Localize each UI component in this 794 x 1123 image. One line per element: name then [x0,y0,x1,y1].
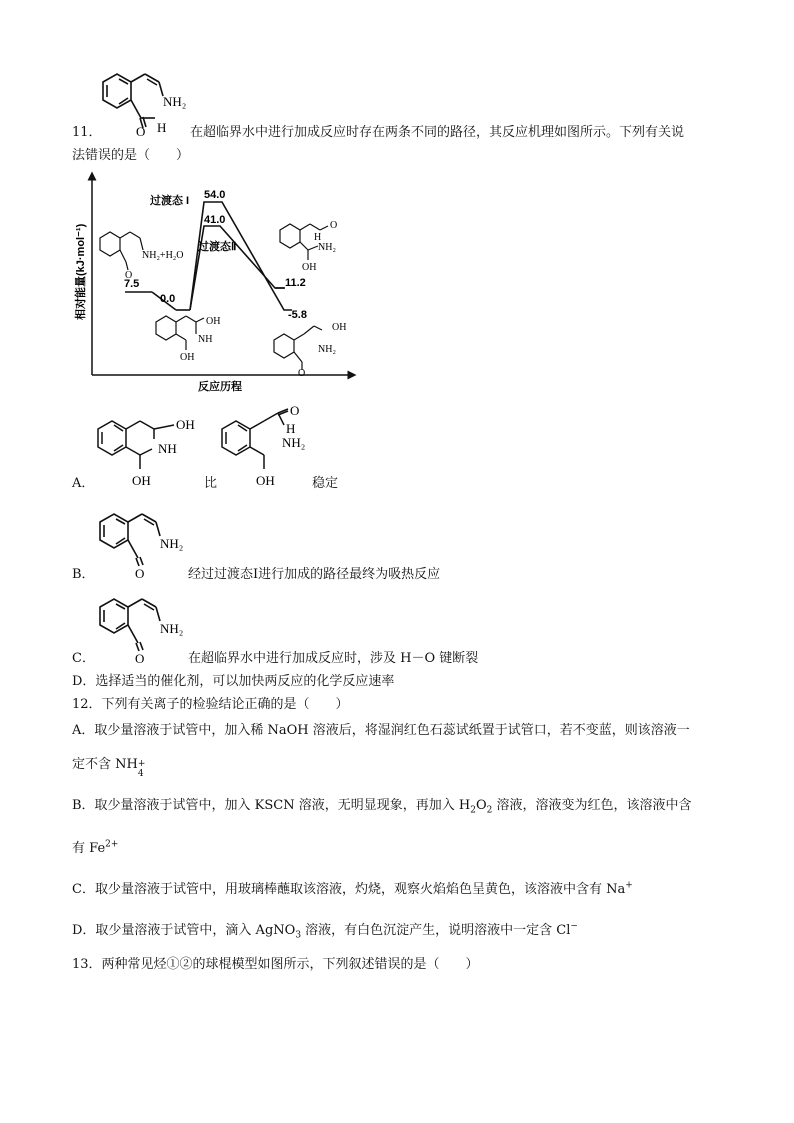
energy-54: 54.0 [204,189,226,201]
q12-B-text-1: B．取少量溶液于试管中，加入 KSCN 溶液，无明显现象，再加入 H [72,798,471,813]
optA-s2-oh: OH [256,473,275,488]
q11-stem-cont: 法错误的是（ ） [72,148,190,163]
q12-B-text-2: O [475,798,487,813]
optB-structure [92,500,202,580]
y-axis-label: 相对能量(kJ·mol⁻¹) [75,223,87,320]
q12-stem: 12．下列有关离子的检验结论正确的是（ ） [72,697,349,712]
q12-B-text-3: 溶液，溶液变为红色，该溶液中含 [492,798,692,813]
optA-compare: 比 [204,476,218,491]
h2o2-sub2: 2 [486,805,493,816]
q12-D-line [72,922,578,940]
int-oh-1: OH [206,316,221,327]
energy-diagram [70,170,360,395]
q12-B-line1 [72,797,692,815]
optA-s1-nh: NH [158,441,177,456]
ts1-label: 过渡态 I [150,195,190,207]
optB-label: B． [72,567,95,582]
optC-structure [92,585,202,665]
q11-stem: 在超临界水中进行加成反应时存在两条不同的路径，其反应机理如图所示。下列有关说 [190,125,685,140]
q12-A-line2-text: 定不含 NH [72,757,138,772]
energy-0: 0.0 [160,293,176,305]
optA-s2-o: O [290,403,300,418]
na-charge: + [625,880,633,891]
optB-o: O [135,566,145,580]
optD-text: D．选择适当的催化剂，可以加快两反应的化学反应速率 [72,674,395,689]
q12-B-line2 [72,840,118,858]
optA-s2-nh2: NH₂ [282,435,306,450]
agno3-sub: 3 [295,930,302,941]
h-label: H [157,120,167,135]
product-1-structure [274,326,322,370]
optC-o: O [135,651,145,665]
p2-nh2: NH₂ [318,242,336,253]
p2-o: O [330,220,338,231]
p1-o: O [298,368,306,379]
optA-s1-oh2: OH [132,473,151,488]
energy-11-2: 11.2 [285,277,306,289]
o-label: O [136,124,146,139]
q12-A-line1: A．取少量溶液于试管中，加入稀 NaOH 溶液后，将湿润红色石蕊试纸置于试管口，若不变蓝，则该溶液一 [72,723,690,738]
cl-charge: − [570,921,578,932]
q12-A-line2: 定不含 NH + 4 [72,757,146,779]
optA-structure-1 [92,405,212,490]
q12-C-line [72,881,633,899]
p1-oh: OH [332,322,347,333]
optA-suffix: 稳定 [312,476,339,491]
start-structure [100,232,143,270]
optC-label: C． [72,651,95,666]
energy-7-5: 7.5 [124,278,140,290]
optC-nh2: NH₂ [160,621,184,636]
energy-neg-5-8: -5.8 [288,309,307,321]
optB-nh2: NH₂ [160,536,184,551]
fe-charge: 2+ [105,839,119,850]
q12-C-text: C．取少量溶液于试管中，用玻璃棒蘸取该溶液，灼烧，观察火焰焰色呈黄色，该溶液中含有 Na [72,882,626,897]
intermediate-structure [156,316,204,350]
optA-s1-oh: OH [176,417,195,432]
q12-B-line2-text: 有 Fe [72,841,106,856]
x-axis-label: 反应历程 [198,381,242,393]
optA-s2-h: H [286,421,296,436]
energy-41: 41.0 [204,214,226,226]
ts2-label: 过渡态Ⅱ [198,241,237,253]
optA-label: A． [72,476,95,491]
p2-oh: OH [302,262,317,273]
q12-D-text-2: 溶液，有白色沉淀产生，说明溶液中一定含 Cl [301,923,571,938]
p2-h: H [314,232,322,243]
nh2-label: NH₂ [163,94,187,109]
h2o2-sub1: 2 [470,805,476,816]
start-species-label: NH₂+H₂O [142,250,184,261]
q11-reactant-structure [95,60,205,140]
path-ts2 [190,226,284,310]
q12-D-text-1: D．取少量溶液于试管中，滴入 AgNO [72,923,296,938]
p1-nh2: NH₂ [318,344,336,355]
optC-text: 在超临界水中进行加成反应时，涉及 H－O 键断裂 [188,651,479,666]
q11-number: 11． [72,125,102,140]
q13-stem: 13．两种常见烃①②的球棍模型如图所示，下列叙述错误的是（ ） [72,957,479,972]
int-oh-2: OH [180,352,195,363]
optB-text: 经过过渡态Ⅰ进行加成的路径最终为吸热反应 [188,567,441,582]
start-o: O [125,270,133,281]
int-nh: NH [198,334,213,345]
